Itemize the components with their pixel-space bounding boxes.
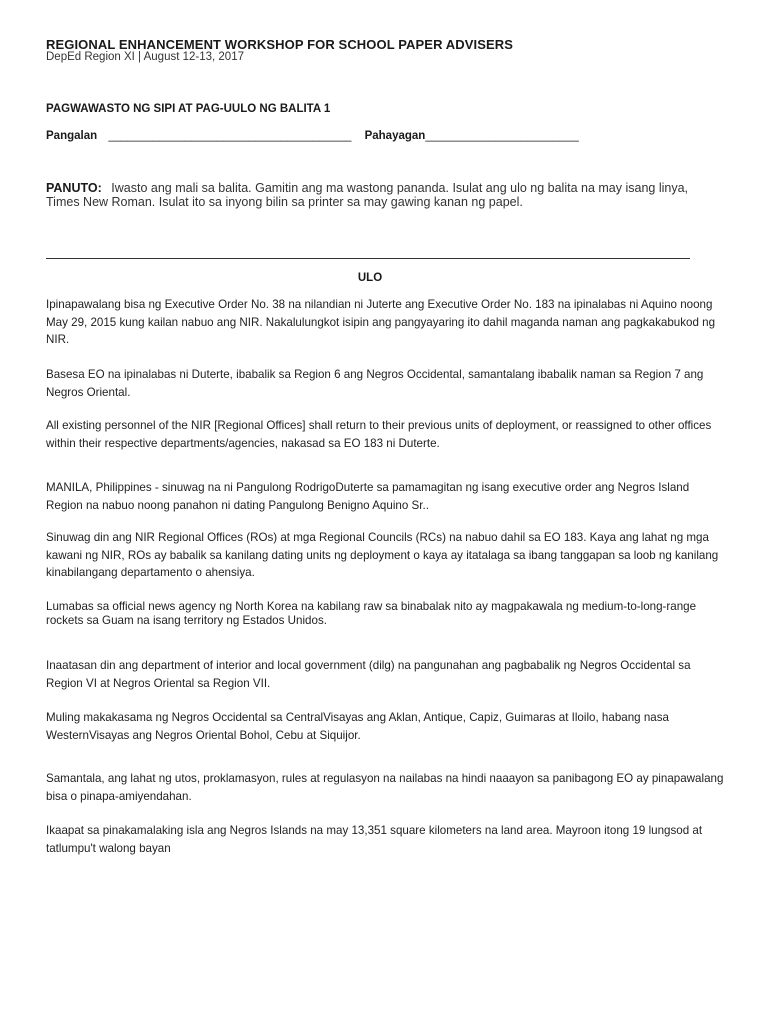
paragraph-2: Basesa EO na ipinalabas ni Duterte, ibabalik sa Region 6 ang Negros Occidental, samantalang ibabalik naman sa Region 7 ang Negros Oriental. — [46, 368, 704, 399]
paragraph-1: Ipinapawalang bisa ng Executive Order No. 38 na nilandian ni Juterte ang Executive Order No. 183 na ipinalabas ni Aquino noong May 29, 2015 kung kailan nabuo ang NIR. Nakalulungkot isipin ang pangyayaring ito dahil maganda naman ang pagkakabukod ng NIR. — [46, 298, 716, 346]
document-title: REGIONAL ENHANCEMENT WORKSHOP FOR SCHOOL PAPER ADVISERS — [46, 37, 514, 52]
instructions-text: Iwasto ang mali sa balita. Gamitin ang ma wastong pananda. Isulat ang ulo ng balita na may isang linya, Times New Roman. Isulat ito sa inyong bilin sa printer sa may gawing kanan ng papel. — [46, 181, 689, 209]
document-subtitle: DepEd Region XI | August 12-13, 2017 — [46, 51, 244, 63]
instructions-label: PANUTO: — [46, 181, 102, 195]
exercise-title: PAGWAWASTO NG SIPI AT PAG-UULO NG BALITA 1 — [46, 103, 331, 115]
paragraph-10: Ikaapat sa pinakamalaking isla ang Negros Islands na may 13,351 square kilometers na land area. Mayroon itong 19 lungsod at tatlumpu't walong bayan — [46, 824, 703, 855]
name-paper-fields — [46, 130, 579, 142]
divider-line — [46, 258, 690, 259]
instructions-block — [46, 181, 706, 209]
paragraph-4: MANILA, Philippines - sinuwag na ni Pangulong RodrigoDuterte sa pamamagitan ng isang executive order ang Negros Island Region na nabuo noong panahon ni dating Pangulong Benigno Aquino Sr.. — [46, 481, 690, 512]
name-label: Pangalan — [46, 130, 98, 142]
paragraph-8: Muling makakasama ng Negros Occidental sa CentralVisayas ang Aklan, Antique, Capiz, Guimaras at Iloilo, habang nasa WesternVisayas ang Negros Oriental Bohol, Cebu at Siquijor. — [46, 711, 669, 742]
paragraph-3: All existing personnel of the NIR [Regional Offices] shall return to their previous units of deployment, or reassigned to other offices within their respective departments/agencies, nakasad sa EO 183 ni Duterte. — [46, 419, 712, 450]
paper-blank-line: ________________________ — [425, 130, 579, 142]
headline-heading: ULO — [357, 272, 383, 284]
paragraph-5: Sinuwag din ang NIR Regional Offices (ROs) at mga Regional Councils (RCs) na nabuo dahil sa EO 183. Kaya ang lahat ng mga kawani ng NIR, ROs ay babalik sa kanilang dating units ng deployment o kaya ay itatalaga sa ibang tanggapan sa loob ng kanilang kinabilangang departamento o ahensiya. — [46, 531, 719, 579]
paragraph-6: Lumabas sa official news agency ng North Korea na kabilang raw sa binabalak nito ay magpakawala ng medium-to-long-range rockets sa Guam na isang territory ng Estados Unidos. — [46, 600, 697, 627]
paragraph-9: Samantala, ang lahat ng utos, proklamasyon, rules at regulasyon na nailabas na hindi naaayon sa panibagong EO ay pinapawalang bisa o pinapa-amiyendahan. — [46, 772, 724, 803]
name-blank-line: ______________________________________ — [108, 130, 352, 142]
paragraph-7: Inaatasan din ang department of interior and local government (dilg) na pangunahan ang pagbabalik ng Negros Occidental sa Region VI at Negros Oriental sa Region VII. — [46, 659, 691, 690]
paper-label: Pahayagan — [364, 130, 426, 142]
